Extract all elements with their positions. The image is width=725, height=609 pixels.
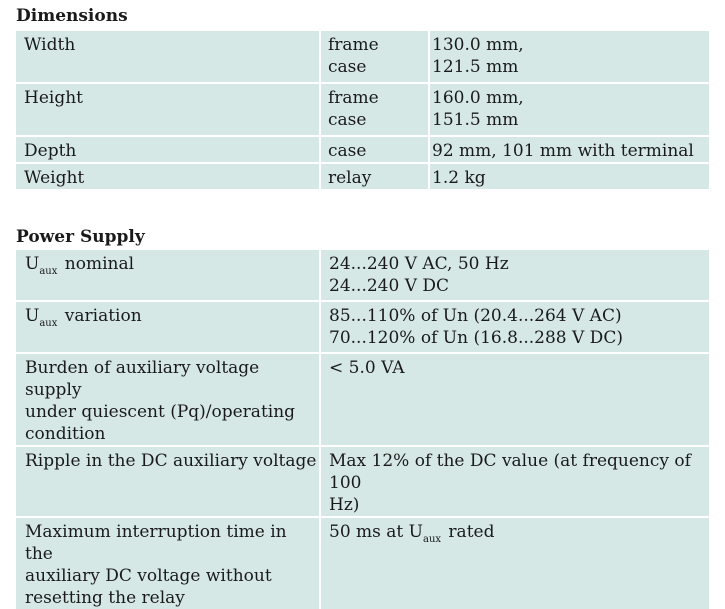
dim-label: Width <box>16 31 321 84</box>
table-row <box>16 250 709 302</box>
table-row <box>16 518 709 609</box>
power-label-line: condition <box>25 424 106 444</box>
table-row <box>16 164 709 189</box>
power-label <box>16 302 321 354</box>
power-value-line: 24...240 V DC <box>329 276 450 296</box>
power-value-line: Max 12% of the DC value (at frequency of 100 <box>329 451 691 493</box>
power-label: Ripple in the DC auxiliary voltage <box>16 447 321 518</box>
dim-value: 1.2 kg <box>430 164 709 189</box>
power-value <box>321 302 709 354</box>
table-row <box>16 84 709 137</box>
power-label-rest: nominal <box>59 254 135 274</box>
table-row <box>16 354 709 447</box>
power-value-line: 85...110% of Un (20.4...264 V AC) <box>329 306 622 326</box>
dim-label: Depth <box>16 137 321 164</box>
dim-sub-line: frame <box>328 88 379 108</box>
dim-value <box>430 84 709 137</box>
power-label-line: under quiescent (Pq)/operating <box>25 402 296 422</box>
table-row <box>16 137 709 164</box>
dim-value-line: 151.5 mm <box>432 110 519 130</box>
power-value <box>321 518 709 609</box>
power-label <box>16 518 321 609</box>
dim-sub: relay <box>321 164 430 189</box>
dimensions-heading: Dimensions <box>16 6 128 26</box>
uaux-subscript: aux <box>422 534 442 545</box>
power-label <box>16 250 321 302</box>
power-value-line: 24...240 V AC, 50 Hz <box>329 254 509 274</box>
power-value-line: 70...120% of Un (16.8...288 V DC) <box>329 328 623 348</box>
dim-value-line: 121.5 mm <box>432 57 519 77</box>
table-row <box>16 31 709 84</box>
power-value-pre: 50 ms at U <box>329 522 423 542</box>
power-supply-table <box>16 250 709 609</box>
uaux-subscript: aux <box>39 318 58 329</box>
dim-sub <box>321 31 430 84</box>
dim-label: Height <box>16 84 321 137</box>
dim-value <box>430 31 709 84</box>
dim-sub-line: case <box>328 57 367 77</box>
power-value <box>321 250 709 302</box>
table-row <box>16 447 709 518</box>
power-label-line: Maximum interruption time in the <box>25 522 287 564</box>
uaux-u: U <box>25 254 40 274</box>
power-value-line: Hz) <box>329 495 360 515</box>
dimensions-table <box>16 31 709 189</box>
uaux-subscript: aux <box>39 266 58 277</box>
power-label <box>16 354 321 447</box>
table-row <box>16 302 709 354</box>
power-value-post: rated <box>443 522 495 542</box>
dim-sub-line: case <box>328 110 367 130</box>
dim-sub <box>321 84 430 137</box>
power-value <box>321 447 709 518</box>
dim-value-line: 130.0 mm, <box>432 35 524 55</box>
power-supply-heading: Power Supply <box>16 227 145 247</box>
power-label-line: Burden of auxiliary voltage supply <box>25 358 260 400</box>
power-label-rest: variation <box>59 306 142 326</box>
power-value: < 5.0 VA <box>321 354 709 447</box>
uaux-u: U <box>25 306 40 326</box>
dim-sub-line: frame <box>328 35 379 55</box>
dim-label: Weight <box>16 164 321 189</box>
dim-value: 92 mm, 101 mm with terminal <box>430 137 709 164</box>
dim-sub: case <box>321 137 430 164</box>
power-label-line: resetting the relay <box>25 588 185 608</box>
dim-value-line: 160.0 mm, <box>432 88 524 108</box>
power-label-line: auxiliary DC voltage without <box>25 566 272 586</box>
